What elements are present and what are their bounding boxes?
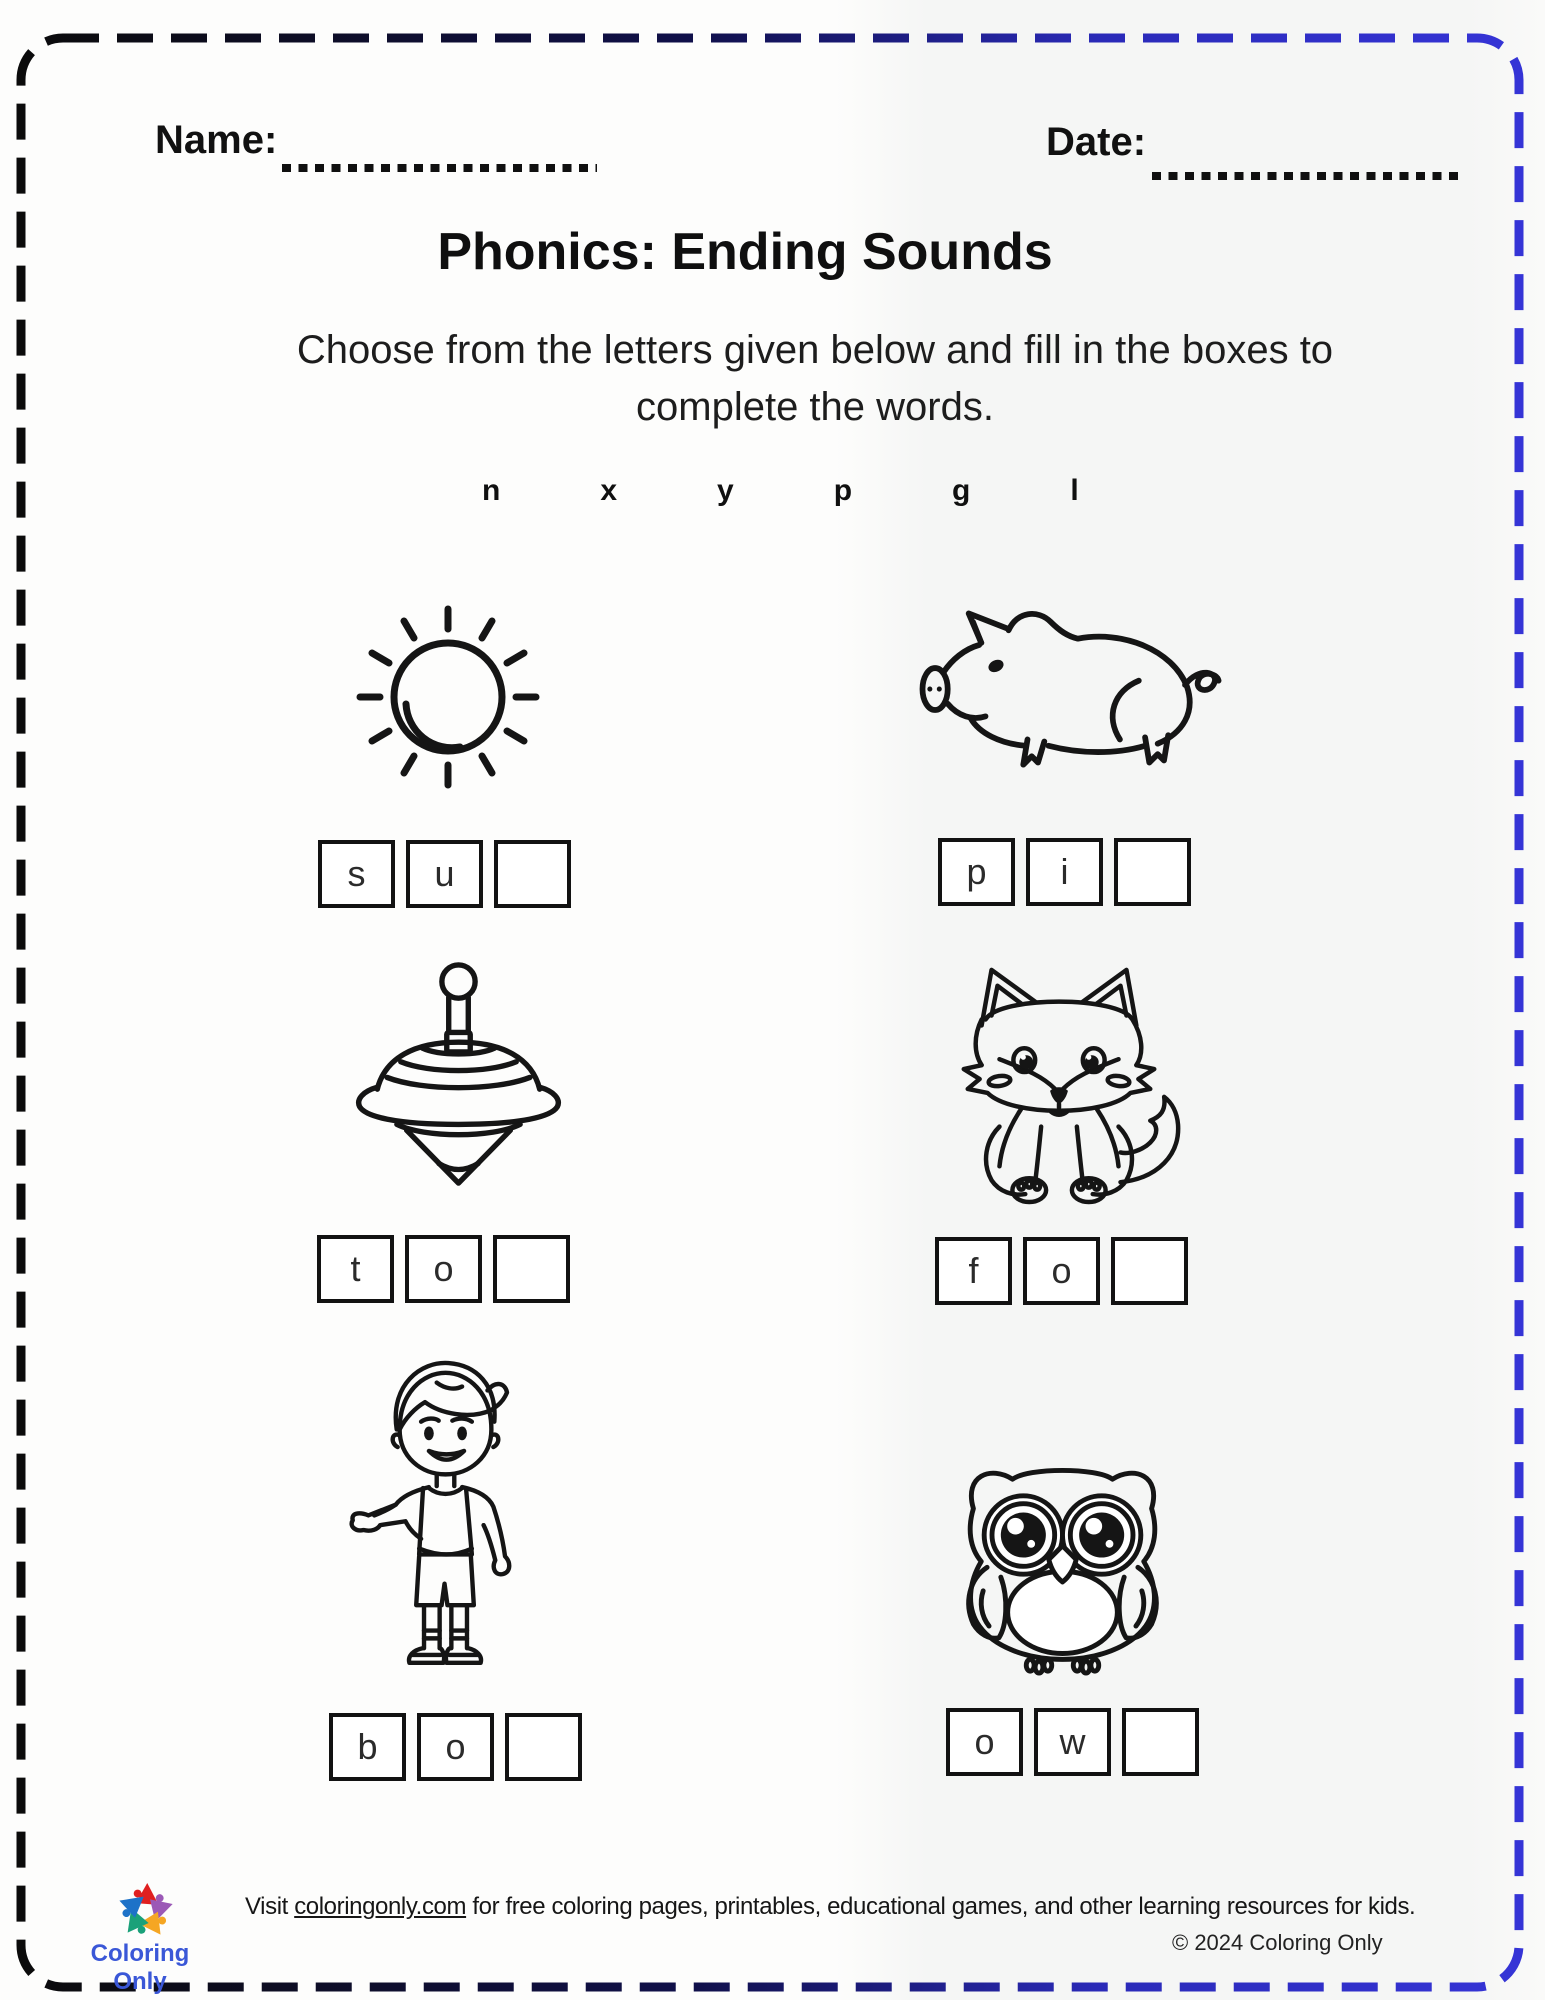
letter-box: [1026, 838, 1103, 906]
letter-box-empty[interactable]: [1111, 1237, 1188, 1305]
box-letter: b: [357, 1726, 378, 1767]
name-write-line[interactable]: [282, 164, 597, 172]
letter-box: [946, 1708, 1023, 1776]
letter-boxes-owl: [946, 1708, 1199, 1776]
box-letter: u: [434, 853, 455, 894]
letter-boxes-pig: [938, 838, 1191, 906]
letter-box: [406, 840, 483, 908]
letter-bank: [482, 474, 1079, 508]
box-letter: o: [445, 1726, 466, 1767]
instructions: [95, 322, 1535, 436]
box-letter: w: [1059, 1721, 1086, 1762]
box-letter: s: [347, 853, 366, 894]
letter-box: [1034, 1708, 1111, 1776]
coloringonly-link[interactable]: coloringonly.com: [294, 1893, 467, 1920]
letter-boxes-fox: [935, 1237, 1188, 1305]
box-letter: p: [966, 851, 987, 892]
date-write-line[interactable]: [1152, 172, 1460, 180]
bank-letter: g: [952, 474, 971, 507]
letter-boxes-top: [317, 1235, 570, 1303]
letter-box: [317, 1235, 394, 1303]
letter-box-empty[interactable]: [1114, 838, 1191, 906]
letter-box-empty[interactable]: [1122, 1708, 1199, 1776]
letter-box: [405, 1235, 482, 1303]
letter-box-empty[interactable]: [493, 1235, 570, 1303]
box-letter: o: [974, 1721, 995, 1762]
name-label: Name:: [155, 118, 278, 162]
letter-box: [318, 840, 395, 908]
logo-text: Coloring Only: [90, 1940, 190, 1995]
letter-box: [938, 838, 1015, 906]
box-letter: f: [968, 1250, 979, 1291]
owl-image: [940, 1442, 1185, 1677]
letter-box: [935, 1237, 1012, 1305]
letter-box: [329, 1713, 406, 1781]
letter-box-empty[interactable]: [505, 1713, 582, 1781]
box-letter: o: [1051, 1250, 1072, 1291]
bank-letter: n: [482, 474, 501, 507]
fox-image: [928, 958, 1190, 1206]
box-letter: o: [433, 1248, 454, 1289]
bank-letter: x: [600, 474, 618, 507]
bank-letter: y: [717, 474, 734, 507]
visit-suffix: for free coloring pages, printables, educational games, and other learning resources for kids.: [466, 1893, 1416, 1920]
instructions-line2: complete the words.: [636, 385, 994, 429]
boy-image: [343, 1348, 548, 1673]
visit-prefix: Visit: [245, 1893, 295, 1920]
box-letter: t: [350, 1248, 361, 1289]
footer-visit-text: [245, 1888, 1465, 1925]
bank-letter: l: [1070, 474, 1079, 507]
date-label: Date:: [1046, 120, 1147, 164]
instructions-line1: Choose from the letters given below and fill in the boxes to: [296, 328, 1334, 372]
spinning-top-image: [346, 952, 571, 1197]
sun-image: [348, 592, 548, 802]
bank-letter: p: [833, 474, 853, 507]
page-title: Phonics: Ending Sounds: [437, 223, 1053, 281]
letter-box: [1023, 1237, 1100, 1305]
letter-boxes-boy: [329, 1713, 582, 1781]
coloring-only-logo-icon: [98, 1876, 193, 1946]
letter-box-empty[interactable]: [494, 840, 571, 908]
letter-box: [417, 1713, 494, 1781]
box-letter: i: [1060, 851, 1069, 892]
letter-boxes-sun: [318, 840, 571, 908]
copyright: © 2024 Coloring Only: [1172, 1930, 1383, 1955]
pig-image: [912, 598, 1227, 778]
